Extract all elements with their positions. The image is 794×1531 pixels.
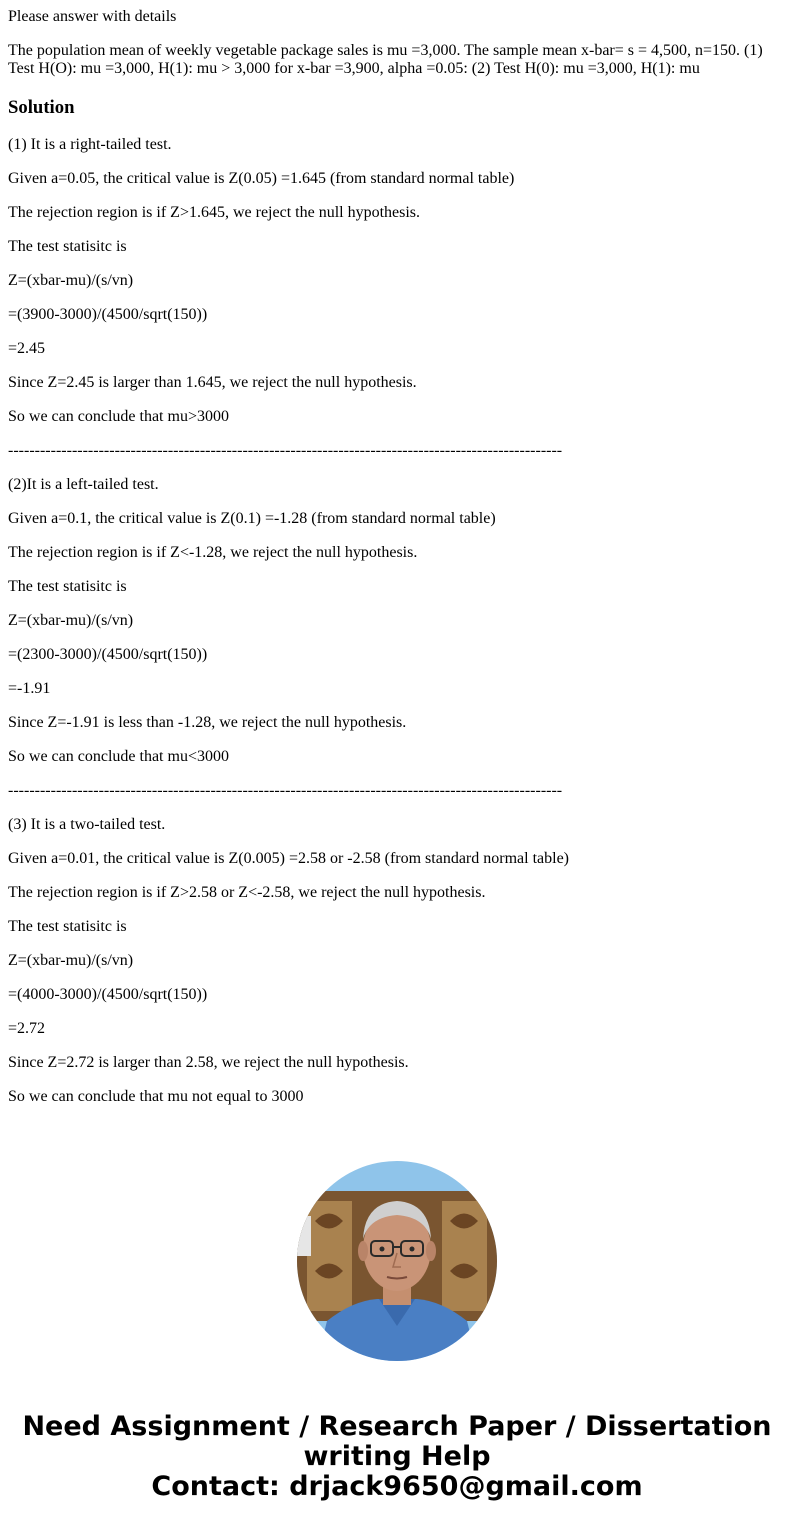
footer-banner xyxy=(0,1412,794,1502)
prompt-text: Please answer with details xyxy=(8,8,177,25)
person-photo-icon xyxy=(297,1161,497,1361)
solution-line: The test statisitc is xyxy=(8,578,127,595)
solution-heading: Solution xyxy=(8,97,75,118)
solution-line: (3) It is a two-tailed test. xyxy=(8,816,166,833)
solution-line: Given a=0.05, the critical value is Z(0.05) =1.645 (from standard normal table) xyxy=(8,170,515,187)
solution-line: Since Z=2.45 is larger than 1.645, we reject the null hypothesis. xyxy=(8,374,417,391)
solution-line: =(2300-3000)/(4500/sqrt(150)) xyxy=(8,646,208,663)
solution-line: Since Z=2.72 is larger than 2.58, we reject the null hypothesis. xyxy=(8,1054,409,1071)
solution-line: So we can conclude that mu<3000 xyxy=(8,748,229,765)
solution-line: Given a=0.01, the critical value is Z(0.005) =2.58 or -2.58 (from standard normal table) xyxy=(8,850,569,867)
solution-line: The test statisitc is xyxy=(8,238,127,255)
solution-line: =-1.91 xyxy=(8,680,51,697)
solution-line: Z=(xbar-mu)/(s/vn) xyxy=(8,272,134,289)
separator-line: -------------------------------------------------------------------------------------------------------- xyxy=(8,782,563,799)
solution-line: =2.45 xyxy=(8,340,46,357)
solution-line: So we can conclude that mu not equal to 3000 xyxy=(8,1088,304,1105)
footer-line: Need Assignment / Research Paper / Dissertation xyxy=(22,1411,772,1442)
solution-line: Z=(xbar-mu)/(s/vn) xyxy=(8,952,134,969)
solution-line: (1) It is a right-tailed test. xyxy=(8,136,172,153)
solution-line: =2.72 xyxy=(8,1020,46,1037)
solution-body xyxy=(8,136,786,1106)
solution-line: (2)It is a left-tailed test. xyxy=(8,476,159,493)
separator-line: -------------------------------------------------------------------------------------------------------- xyxy=(8,442,563,459)
solution-line: Z=(xbar-mu)/(s/vn) xyxy=(8,612,134,629)
solution-line: The rejection region is if Z>1.645, we reject the null hypothesis. xyxy=(8,204,421,221)
footer-line: writing Help xyxy=(303,1441,491,1472)
solution-line: =(4000-3000)/(4500/sqrt(150)) xyxy=(8,986,208,1003)
page-content xyxy=(0,8,794,1106)
solution-line: Since Z=-1.91 is less than -1.28, we reject the null hypothesis. xyxy=(8,714,407,731)
question-text: The population mean of weekly vegetable package sales is mu =3,000. The sample mean x-bar= s = 4,500, n=150. (1) Test H(O): mu =3,000, H(1): mu > 3,000 for x-bar =3,900, alpha =0.05: (2) Test H(0): mu =3,000, H(1): mu xyxy=(8,42,763,77)
avatar xyxy=(297,1161,497,1361)
solution-line: So we can conclude that mu>3000 xyxy=(8,408,229,425)
solution-line: =(3900-3000)/(4500/sqrt(150)) xyxy=(8,306,208,323)
solution-line: The rejection region is if Z<-1.28, we reject the null hypothesis. xyxy=(8,544,418,561)
footer-contact[interactable]: Contact: drjack9650@gmail.com xyxy=(151,1471,643,1502)
solution-line: Given a=0.1, the critical value is Z(0.1) =-1.28 (from standard normal table) xyxy=(8,510,496,527)
solution-line: The rejection region is if Z>2.58 or Z<-2.58, we reject the null hypothesis. xyxy=(8,884,486,901)
solution-line: The test statisitc is xyxy=(8,918,127,935)
